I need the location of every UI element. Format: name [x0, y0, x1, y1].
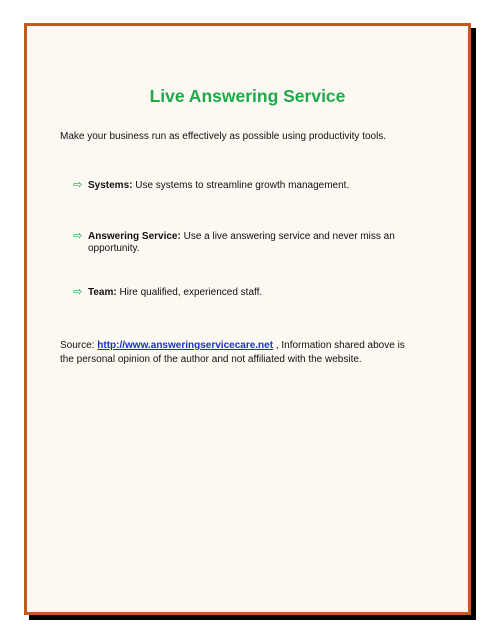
- bullet-text: Hire qualified, experienced staff.: [116, 287, 263, 298]
- list-item: [73, 231, 413, 255]
- bullet-text: Use a live answering service and never miss an opportunity.: [88, 231, 395, 254]
- list-item: [73, 287, 413, 299]
- page-title: Live Answering Service: [149, 86, 346, 106]
- document-page: [24, 23, 471, 615]
- bullet-label: Answering Service:: [88, 231, 181, 242]
- source-paragraph: [60, 339, 420, 367]
- list-item: [73, 180, 413, 192]
- bullet-label: Team:: [88, 287, 117, 298]
- source-link[interactable]: http://www.answeringservicecare.net: [97, 340, 274, 351]
- bullet-text: Use systems to streamline growth management.: [132, 180, 350, 191]
- intro-paragraph: Make your business run as effectively as possible using productivity tools.: [60, 131, 387, 142]
- source-prefix: Source:: [60, 340, 98, 351]
- bullet-list: [73, 180, 413, 299]
- right-arrow-icon: ⇨: [73, 285, 83, 298]
- right-arrow-icon: ⇨: [73, 178, 83, 191]
- source-suffix: , Information shared above is the personal opinion of the author and not affiliated with the website.: [60, 340, 405, 365]
- right-arrow-icon: ⇨: [73, 229, 83, 242]
- bullet-label: Systems:: [88, 180, 133, 191]
